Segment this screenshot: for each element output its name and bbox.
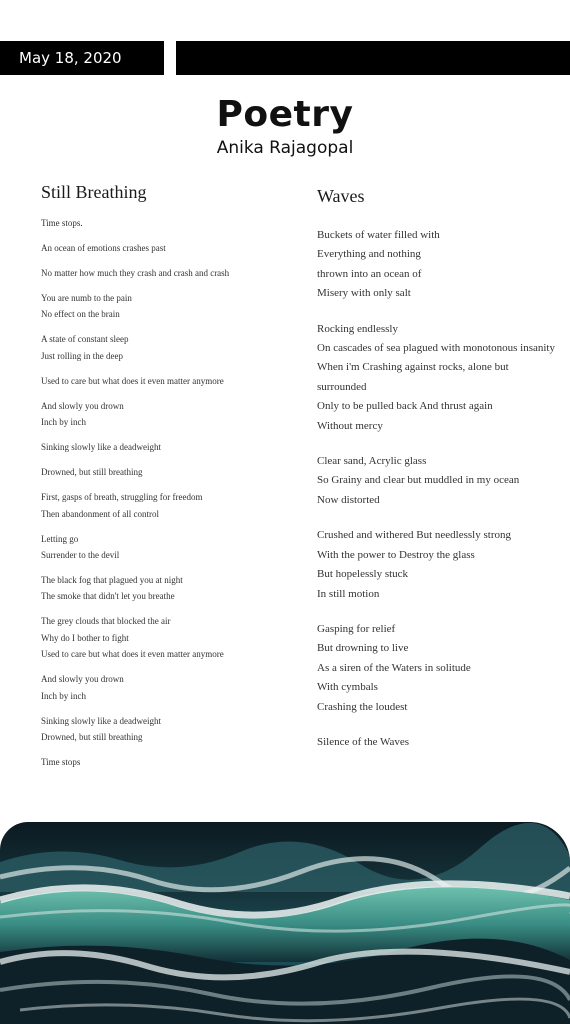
- poem-line: Inch by inch: [41, 690, 86, 701]
- poem-body: [41, 215, 291, 770]
- stanza: [41, 331, 291, 364]
- stanza: [41, 398, 291, 431]
- ocean-waves-photo: [0, 822, 570, 1024]
- poem-line: Everything and nothing: [317, 248, 421, 261]
- poem-line: With cymbals: [317, 681, 378, 694]
- stanza: [41, 572, 291, 605]
- poem-line: But hopelessly stuck: [317, 568, 409, 581]
- poem-line: Time stops.: [41, 218, 83, 228]
- stanza: [41, 613, 291, 662]
- poem-line: Silence of the Waves: [317, 735, 410, 748]
- poem-line: Buckets of water filled with: [317, 229, 440, 241]
- date-label: May 18, 2020: [19, 49, 122, 67]
- stanza: [41, 489, 291, 522]
- poem-line: The black fog that plagued you at night: [41, 575, 183, 586]
- poem-line: First, gasps of breath, struggling for freedom: [41, 492, 203, 503]
- date-bar: [0, 41, 164, 75]
- poem-line: With the power to Destroy the glass: [317, 548, 475, 561]
- stanza: [41, 439, 291, 455]
- poem-line: Drowned, but still breathing: [41, 467, 143, 478]
- stanza: [317, 452, 557, 510]
- poem-line: And slowly you drown: [41, 400, 124, 411]
- poem-line: You are numb to the pain: [41, 293, 132, 303]
- poem-line: No effect on the brain: [41, 309, 120, 320]
- stanza: [41, 464, 291, 480]
- header-bar: [176, 41, 570, 75]
- poem-line: Time stops: [41, 757, 81, 768]
- poem-still-breathing: [41, 182, 291, 779]
- poem-line: Rocking endlessly: [317, 322, 398, 335]
- stanza: [41, 290, 291, 323]
- stanza: [41, 373, 291, 389]
- poem-title: Waves: [317, 186, 365, 206]
- poem-body: [317, 226, 557, 752]
- poem-line: A state of constant sleep: [41, 334, 129, 345]
- stanza: [317, 526, 557, 604]
- poem-waves: [317, 186, 557, 768]
- poem-line: Then abandonment of all control: [41, 508, 159, 519]
- poem-line: Just rolling in the deep: [41, 350, 123, 361]
- poem-line: Surrender to the devil: [41, 550, 120, 561]
- stanza: [317, 320, 557, 436]
- poem-line: Gasping for relief: [317, 622, 396, 635]
- poem-line: Only to be pulled back And thrust again: [317, 400, 493, 413]
- poem-line: Misery with only salt: [317, 287, 411, 300]
- stanza: [41, 671, 291, 704]
- poem-line: On cascades of sea plagued with monotonous insanity: [317, 342, 555, 355]
- stanza: [41, 531, 291, 564]
- poem-line: So Grainy and clear but muddled in my ocean: [317, 474, 520, 487]
- poem-line: An ocean of emotions crashes past: [41, 243, 166, 253]
- poem-line: As a siren of the Waters in solitude: [317, 661, 471, 674]
- poem-line: Clear sand, Acrylic glass: [317, 455, 427, 468]
- stanza: [317, 733, 557, 752]
- poem-line: Without mercy: [317, 419, 383, 432]
- poem-line: Drowned, but still breathing: [41, 732, 143, 743]
- poem-line: The smoke that didn't let you breathe: [41, 591, 175, 602]
- poem-line: But drowning to live: [317, 642, 409, 655]
- poem-line: No matter how much they crash and crash and crash: [41, 268, 230, 278]
- poem-line: Used to care but what does it even matter anymore: [41, 649, 224, 660]
- stanza: [41, 215, 291, 231]
- stanza: [317, 620, 557, 717]
- poem-line: Letting go: [41, 533, 79, 544]
- stanza: [41, 713, 291, 746]
- stanza: [41, 265, 291, 281]
- poem-line: thrown into an ocean of: [317, 267, 422, 280]
- poem-line: When i'm Crashing against rocks, alone but surrounded: [317, 361, 509, 393]
- poem-line: Crashing the loudest: [317, 700, 408, 713]
- poem-line: Sinking slowly like a deadweight: [41, 715, 161, 726]
- author-name: Anika Rajagopal: [216, 138, 354, 158]
- poem-line: Now distorted: [317, 493, 380, 506]
- poem-title: Still Breathing: [41, 182, 147, 202]
- poem-line: The grey clouds that blocked the air: [41, 616, 171, 627]
- poem-line: Used to care but what does it even matter anymore: [41, 375, 224, 386]
- poem-line: In still motion: [317, 587, 380, 600]
- poem-line: Why do I bother to fight: [41, 632, 129, 643]
- poem-line: Sinking slowly like a deadweight: [41, 442, 161, 453]
- poem-line: Inch by inch: [41, 417, 86, 428]
- stanza: [41, 754, 291, 770]
- poem-line: Crushed and withered But needlessly strong: [317, 529, 511, 542]
- stanza: [41, 240, 291, 256]
- page-title: Poetry: [216, 94, 354, 135]
- stanza: [317, 226, 557, 304]
- poem-line: And slowly you drown: [41, 674, 124, 685]
